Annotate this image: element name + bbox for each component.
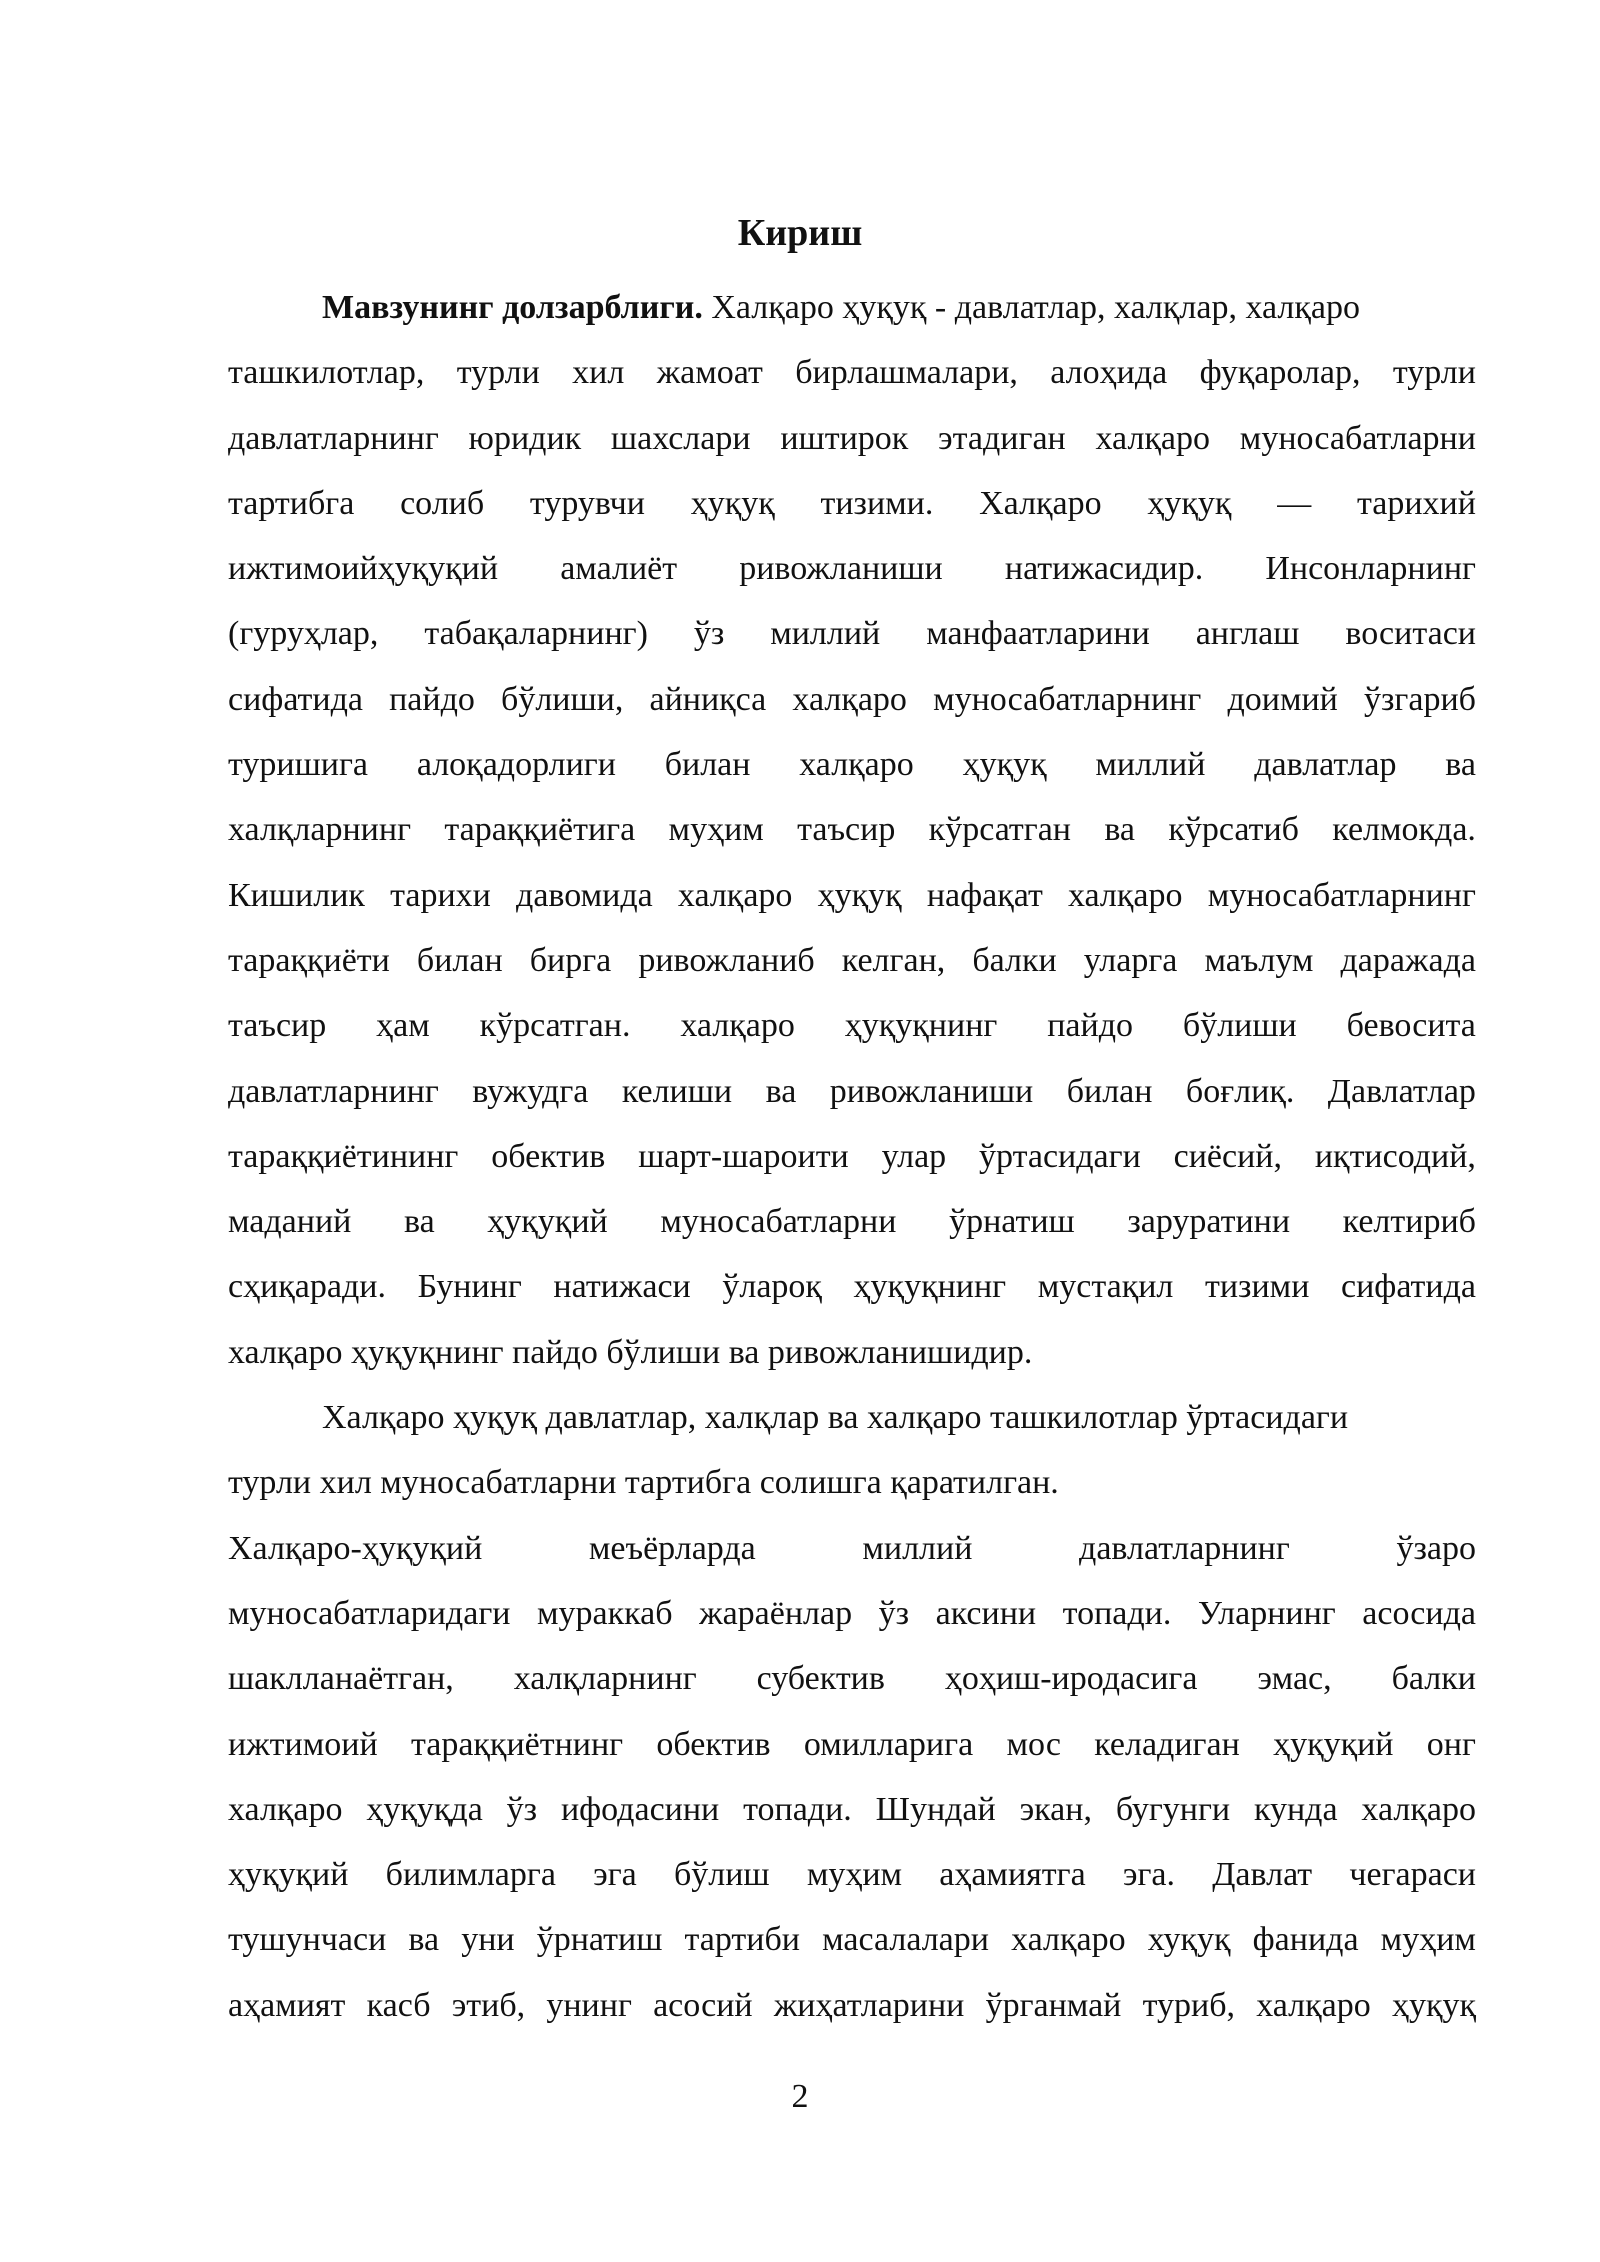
paragraph-line bbox=[228, 928, 1476, 993]
word: халқларнинг bbox=[228, 811, 412, 849]
word: ҳуқуқий bbox=[487, 1203, 608, 1241]
word: кўрсатиб bbox=[1168, 811, 1299, 849]
word: ва bbox=[1445, 746, 1476, 784]
page-title: Кириш bbox=[737, 212, 863, 254]
word: келиши bbox=[621, 1072, 733, 1110]
paragraph-line bbox=[228, 1189, 1476, 1254]
word: иштирок bbox=[780, 419, 909, 457]
word: алоҳида bbox=[1050, 354, 1168, 392]
word: ҳуқуқ bbox=[817, 876, 902, 914]
word: ўз bbox=[878, 1594, 910, 1632]
word: даражада bbox=[1340, 941, 1476, 979]
word: билан bbox=[1066, 1072, 1153, 1110]
word: Халқаро bbox=[979, 484, 1102, 522]
word: обектив bbox=[491, 1137, 606, 1175]
word: халқаро bbox=[1067, 876, 1183, 914]
word: юридик bbox=[468, 419, 582, 457]
word: халқаро bbox=[792, 680, 907, 718]
word: туришига bbox=[228, 746, 369, 784]
word: аксини bbox=[935, 1594, 1037, 1632]
word: фуқаролар, bbox=[1199, 354, 1361, 392]
paragraph-line: халқаро ҳуқуқнинг пайдо бўлиши ва ривожланишидир. bbox=[228, 1333, 1033, 1371]
word: муносабатларнинг bbox=[1207, 876, 1476, 914]
word: аҳамият bbox=[228, 1986, 346, 2024]
paragraph-line bbox=[228, 863, 1476, 928]
word: тарихи bbox=[390, 876, 491, 914]
page-number: 2 bbox=[791, 2078, 809, 2115]
word: муҳим bbox=[1380, 1921, 1476, 1959]
word: ўртасидаги bbox=[979, 1137, 1141, 1175]
word: солиб bbox=[400, 484, 485, 522]
word: тартибга bbox=[228, 484, 355, 522]
word: фанида bbox=[1252, 1921, 1359, 1959]
word: асосида bbox=[1362, 1594, 1476, 1632]
word: мустақил bbox=[1037, 1268, 1174, 1306]
word: пайдо bbox=[1047, 1007, 1134, 1045]
paragraph-line bbox=[228, 536, 1476, 601]
word: Бунинг bbox=[417, 1268, 522, 1306]
word: кўрсатган bbox=[928, 811, 1071, 849]
word: доимий bbox=[1227, 680, 1338, 718]
word: Уларнинг bbox=[1197, 1594, 1336, 1632]
word: эга. bbox=[1122, 1856, 1176, 1894]
word: сҳиқаради. bbox=[228, 1268, 386, 1306]
word: халқаро bbox=[228, 1790, 343, 1828]
word: Инсонларнинг bbox=[1265, 550, 1476, 588]
paragraph-text: Халқаро ҳуқуқ - давлатлар, халқлар, халқаро bbox=[702, 289, 1360, 326]
word: ҳуқуқ bbox=[1391, 1986, 1476, 2024]
word: табақаларнинг) bbox=[424, 615, 648, 653]
word: хил bbox=[572, 354, 625, 392]
word: ўрнатиш bbox=[536, 1921, 663, 1959]
word: тушунчаси bbox=[228, 1921, 387, 1959]
word: муносабатларни bbox=[660, 1203, 897, 1241]
word: ва bbox=[408, 1921, 440, 1959]
word: Шундай bbox=[875, 1790, 996, 1828]
paragraph-line bbox=[228, 1059, 1476, 1124]
word: таъсир bbox=[797, 811, 896, 849]
word: ҳоҳиш-иродасига bbox=[944, 1660, 1198, 1698]
paragraph-line bbox=[228, 1973, 1476, 2038]
word: муносабатларидаги bbox=[228, 1594, 511, 1632]
word: ўзгариб bbox=[1363, 680, 1476, 718]
word: турувчи bbox=[529, 484, 645, 522]
word: манфаатларини bbox=[926, 615, 1150, 653]
word: ташкилотлар, bbox=[228, 354, 425, 392]
word: ривожланиши bbox=[829, 1072, 1034, 1110]
word: ўз bbox=[693, 615, 725, 653]
paragraph-line bbox=[228, 1907, 1476, 1972]
word: бўлиши bbox=[1182, 1007, 1297, 1045]
word: эмас, bbox=[1257, 1660, 1332, 1698]
word: ва bbox=[1104, 811, 1136, 849]
word: халқаро bbox=[677, 876, 793, 914]
word: тараққиёти bbox=[228, 941, 390, 979]
word: бугунги bbox=[1115, 1790, 1231, 1828]
word: халқаро bbox=[799, 746, 914, 784]
word: турли bbox=[456, 354, 540, 392]
word: тартиби bbox=[684, 1921, 800, 1959]
word: келган, bbox=[841, 941, 946, 979]
word: ҳуқуқий bbox=[1273, 1725, 1394, 1763]
word: ҳуқуқда bbox=[366, 1790, 483, 1828]
word: омилларига bbox=[803, 1725, 974, 1763]
word: билан bbox=[664, 746, 751, 784]
word: билан bbox=[416, 941, 503, 979]
word: давлатларнинг bbox=[1079, 1529, 1290, 1567]
word: халқаро bbox=[1011, 1921, 1126, 1959]
paragraph-line bbox=[228, 732, 1476, 797]
paragraph-line bbox=[228, 601, 1476, 666]
word: натижасидир. bbox=[1004, 550, 1204, 588]
word: тараққиётининг bbox=[228, 1137, 459, 1175]
word: бўлиш bbox=[673, 1856, 770, 1894]
word: миллий bbox=[1095, 746, 1206, 784]
word: балки bbox=[972, 941, 1057, 979]
word: ривожланиши bbox=[739, 550, 943, 588]
word: экан, bbox=[1019, 1790, 1092, 1828]
word: турли bbox=[1392, 354, 1476, 392]
word: масалалари bbox=[822, 1921, 989, 1959]
word: шахслари bbox=[610, 419, 751, 457]
word: пайдо bbox=[389, 680, 475, 718]
word: этадиган bbox=[938, 419, 1066, 457]
paragraph-line bbox=[228, 1124, 1476, 1189]
word: мураккаб bbox=[537, 1594, 673, 1632]
word: ҳуқуқнинг bbox=[844, 1007, 998, 1045]
word: халқларнинг bbox=[513, 1660, 697, 1698]
word: ва bbox=[765, 1072, 797, 1110]
paragraph-line bbox=[228, 1516, 1476, 1581]
word: натижаси bbox=[553, 1268, 691, 1306]
word: тизими bbox=[1205, 1268, 1310, 1306]
word: бевосита bbox=[1346, 1007, 1476, 1045]
paragraph-line bbox=[228, 1712, 1476, 1777]
paragraph-line bbox=[228, 1646, 1476, 1711]
word: ҳуқуқий bbox=[228, 1856, 349, 1894]
word: Халқаро-ҳуқуқий bbox=[228, 1529, 483, 1567]
word: кўрсатган. bbox=[479, 1007, 631, 1045]
word: таъсир bbox=[228, 1007, 327, 1045]
word: боғлиқ. bbox=[1185, 1072, 1295, 1110]
word: эга bbox=[593, 1856, 637, 1894]
word: сифатида bbox=[1341, 1268, 1476, 1306]
word: ўз bbox=[506, 1790, 538, 1828]
word: бирга bbox=[529, 941, 612, 979]
word: шарт-шароити bbox=[638, 1137, 849, 1175]
word: жараёнлар bbox=[699, 1594, 853, 1632]
word: ҳуқуқнинг bbox=[853, 1268, 1007, 1306]
word: маданий bbox=[228, 1203, 352, 1241]
word: меъёрларда bbox=[588, 1529, 756, 1567]
word: заруратини bbox=[1127, 1203, 1291, 1241]
word: келтириб bbox=[1342, 1203, 1476, 1241]
word: кунда bbox=[1253, 1790, 1338, 1828]
word: амалиёт bbox=[560, 550, 678, 588]
word: тараққиётнинг bbox=[410, 1725, 624, 1763]
word: нафақат bbox=[926, 876, 1043, 914]
word: балки bbox=[1391, 1660, 1476, 1698]
word: муҳим bbox=[806, 1856, 903, 1894]
word: жиҳатларини bbox=[773, 1986, 965, 2024]
word: муҳим bbox=[668, 811, 764, 849]
word: Давлатлар bbox=[1327, 1072, 1476, 1110]
word: сиёсий, bbox=[1173, 1137, 1282, 1175]
word: алоқадорлиги bbox=[416, 746, 616, 784]
word: тараққиётига bbox=[444, 811, 636, 849]
word: ифодасини bbox=[560, 1790, 720, 1828]
word: аҳамиятга bbox=[939, 1856, 1086, 1894]
word: давомида bbox=[516, 876, 653, 914]
word: — bbox=[1277, 484, 1312, 522]
word: ҳуқуқ bbox=[690, 484, 775, 522]
word: онг bbox=[1426, 1725, 1476, 1763]
paragraph-line bbox=[228, 1254, 1476, 1319]
paragraph-1-line-1 bbox=[228, 275, 1476, 340]
paragraph-line bbox=[228, 667, 1476, 732]
word: ўрнатиш bbox=[949, 1203, 1075, 1241]
word: хуқуқ bbox=[1147, 1921, 1231, 1959]
paragraph-line bbox=[228, 340, 1476, 405]
word: туриб, bbox=[1142, 1986, 1235, 2024]
paragraph-line: турли хил муносабатларни тартибга солишга қаратилган. bbox=[228, 1464, 1059, 1502]
word: айниқса bbox=[649, 680, 767, 718]
word: давлатларнинг bbox=[228, 419, 439, 457]
word: жамоат bbox=[656, 354, 763, 392]
word: билимларга bbox=[385, 1856, 556, 1894]
word: келадиган bbox=[1094, 1725, 1240, 1763]
paragraph-line bbox=[228, 1581, 1476, 1646]
word: халқаро bbox=[680, 1007, 795, 1045]
word: миллий bbox=[770, 615, 881, 653]
paragraph-line bbox=[228, 1842, 1476, 1907]
word: бўлиши, bbox=[501, 680, 624, 718]
word: улар bbox=[881, 1137, 947, 1175]
word: уларга bbox=[1083, 941, 1178, 979]
word: тарихий bbox=[1356, 484, 1476, 522]
word: ижтимоий bbox=[228, 1725, 378, 1763]
word: уни bbox=[461, 1921, 515, 1959]
word: ҳуқуқ bbox=[1147, 484, 1232, 522]
word: ҳам bbox=[376, 1007, 430, 1045]
word: англаш bbox=[1195, 615, 1300, 653]
word: этиб, bbox=[451, 1986, 526, 2024]
word: топади. bbox=[743, 1790, 852, 1828]
document-body bbox=[228, 275, 1476, 2038]
word: давлатлар bbox=[1254, 746, 1397, 784]
word: ўрганмай bbox=[985, 1986, 1122, 2024]
word: шаклланаётган, bbox=[228, 1660, 454, 1698]
word: муносабатларни bbox=[1239, 419, 1476, 457]
word: тизими. bbox=[820, 484, 934, 522]
word: сифатида bbox=[228, 680, 363, 718]
word: иқтисодий, bbox=[1314, 1137, 1476, 1175]
word: воситаси bbox=[1345, 615, 1476, 653]
word: касб bbox=[366, 1986, 431, 2024]
word: (гуруҳлар, bbox=[228, 615, 379, 653]
word: ва bbox=[403, 1203, 435, 1241]
word: ўзаро bbox=[1396, 1529, 1476, 1567]
word: вужудга bbox=[472, 1072, 589, 1110]
word: обектив bbox=[656, 1725, 771, 1763]
word: миллий bbox=[862, 1529, 973, 1567]
word: маълум bbox=[1204, 941, 1314, 979]
paragraph-lead-bold: Мавзунинг долзарблиги. bbox=[322, 289, 703, 326]
paragraph-line bbox=[228, 471, 1476, 536]
word: Кишилик bbox=[228, 876, 365, 914]
paragraph-line bbox=[228, 406, 1476, 471]
word: Давлат bbox=[1212, 1856, 1313, 1894]
word: асосий bbox=[653, 1986, 753, 2024]
paragraph-line bbox=[228, 797, 1476, 862]
word: муносабатларнинг bbox=[933, 680, 1202, 718]
word: мос bbox=[1006, 1725, 1061, 1763]
word: халқаро bbox=[1256, 1986, 1371, 2024]
word: унинг bbox=[546, 1986, 632, 2024]
word: бирлашмалари, bbox=[795, 354, 1018, 392]
word: ижтимоийҳуқуқий bbox=[228, 550, 499, 588]
word: ривожланиб bbox=[638, 941, 815, 979]
paragraph-line bbox=[228, 993, 1476, 1058]
paragraph-line: Халқаро ҳуқуқ давлатлар, халқлар ва халқаро ташкилотлар ўртасидаги bbox=[322, 1399, 1349, 1437]
word: халқаро bbox=[1361, 1790, 1476, 1828]
word: ўлароқ bbox=[722, 1268, 822, 1306]
word: келмокда. bbox=[1332, 811, 1476, 849]
word: чегараси bbox=[1349, 1856, 1476, 1894]
paragraph-line bbox=[228, 1777, 1476, 1842]
word: топади. bbox=[1062, 1594, 1172, 1632]
word: субектив bbox=[756, 1660, 885, 1698]
word: ҳуқуқ bbox=[962, 746, 1047, 784]
word: халқаро bbox=[1095, 419, 1211, 457]
word: давлатларнинг bbox=[228, 1072, 439, 1110]
